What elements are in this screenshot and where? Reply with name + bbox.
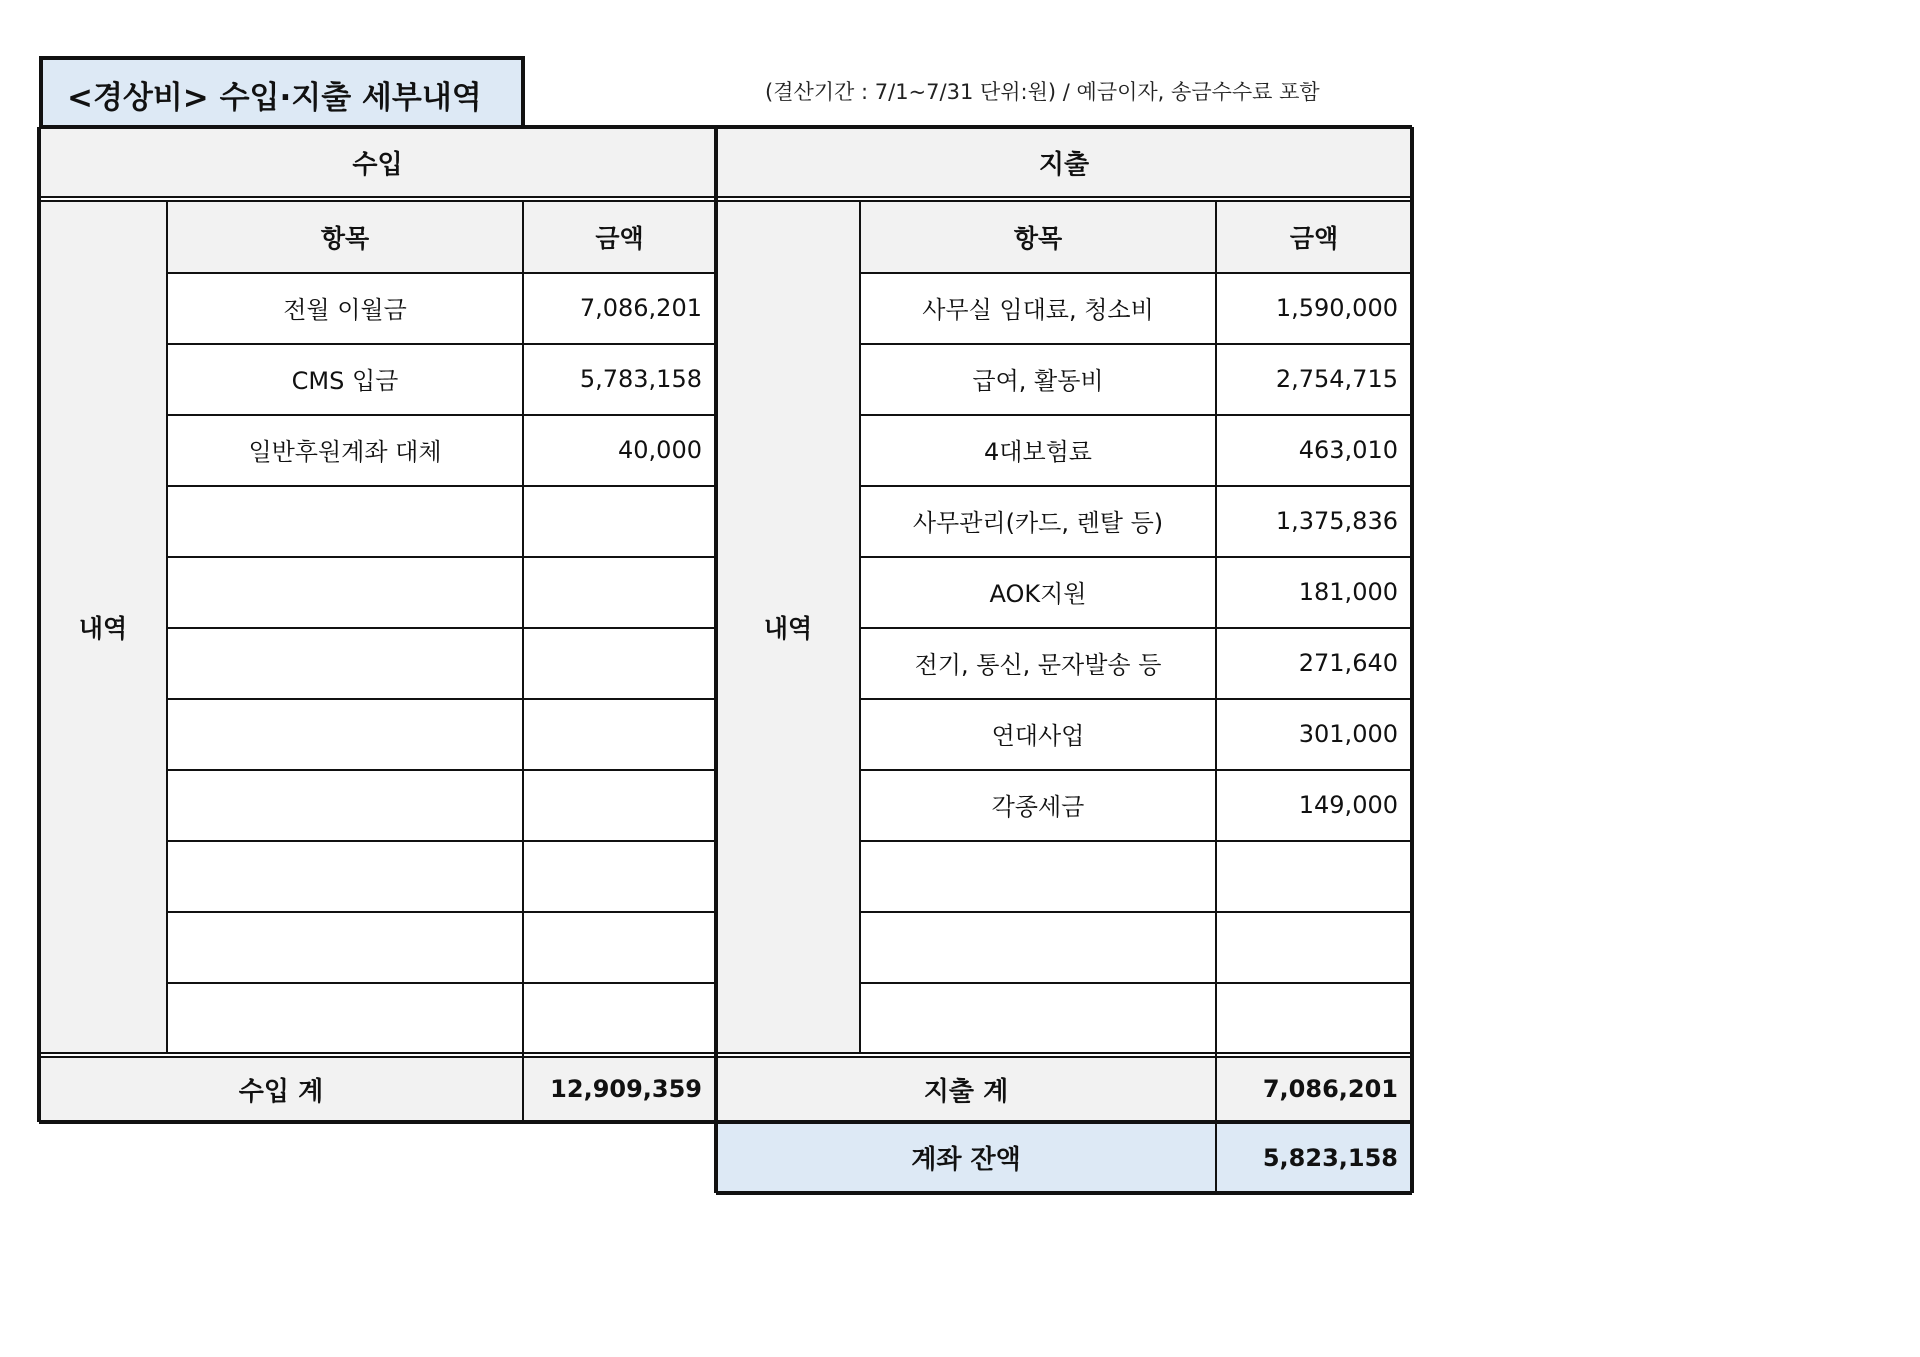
outer-border — [716, 1191, 1412, 1195]
expense-row-item — [860, 982, 1216, 1053]
income-row-item — [167, 485, 523, 556]
expense-header: 지출 — [716, 127, 1412, 197]
income-row-item: 일반후원계좌 대체 — [248, 438, 442, 466]
row-divider — [860, 840, 1412, 842]
expense-row-item — [860, 840, 1216, 911]
expense-row-item: 급여, 활동비 — [972, 367, 1104, 395]
expense-row-amount: 149,000 — [1298, 790, 1398, 819]
income-row-amount: 7,086,201 — [579, 293, 702, 322]
col-divider — [859, 201, 861, 1053]
row-divider — [167, 769, 716, 771]
income-row-item — [167, 556, 523, 627]
col-divider — [1215, 201, 1217, 1193]
expense-row-amount: 271,640 — [1298, 648, 1398, 677]
row-divider — [167, 556, 716, 558]
expense-row-item: 4대보험료 — [983, 438, 1092, 466]
row-divider — [860, 556, 1412, 558]
income-row-item — [167, 840, 523, 911]
row-divider — [860, 769, 1412, 771]
expense-row-amount: 463,010 — [1298, 435, 1398, 464]
expense-row-item: 사무실 임대료, 청소비 — [922, 296, 1154, 324]
income-row-amount — [523, 840, 716, 911]
income-row-item: CMS 입금 — [291, 367, 399, 395]
total-double-line — [39, 1052, 1412, 1054]
income-row-amount — [523, 627, 716, 698]
income-row-amount — [523, 485, 716, 556]
expense-row-amount — [1216, 982, 1412, 1053]
header-double-line — [39, 196, 1412, 198]
row-divider — [860, 627, 1412, 629]
row-divider — [860, 414, 1412, 416]
period-note: (결산기간 : 7/1~7/31 단위:원) / 예금이자, 송금수수료 포함 — [765, 80, 1320, 104]
expense-row-amount: 2,754,715 — [1275, 364, 1398, 393]
expense-total-value: 7,086,201 — [1216, 1056, 1412, 1122]
income-row-item: 전월 이월금 — [283, 296, 407, 324]
income-row-amount — [523, 556, 716, 627]
income-header: 수입 — [39, 127, 716, 197]
income-side-label: 내역 — [39, 201, 167, 1053]
expense-side-label: 내역 — [716, 201, 860, 1053]
row-divider — [860, 485, 1412, 487]
outer-border — [39, 125, 1412, 129]
row-divider — [167, 911, 716, 913]
expense-row-item: 사무관리(카드, 렌탈 등) — [912, 509, 1164, 537]
page-title: <경상비> 수입·지출 세부내역 — [39, 56, 525, 128]
row-divider — [167, 698, 716, 700]
expense-col-amount: 금액 — [1216, 201, 1412, 272]
expense-row-amount: 1,375,836 — [1275, 506, 1398, 535]
outer-border — [37, 127, 41, 1122]
row-divider — [167, 982, 716, 984]
header-double-line — [39, 200, 1412, 202]
row-divider — [860, 272, 1412, 274]
expense-row-amount: 1,590,000 — [1275, 293, 1398, 322]
expense-row-item — [860, 911, 1216, 982]
income-row-item — [167, 982, 523, 1053]
expense-col-item: 항목 — [860, 201, 1216, 272]
income-row-amount — [523, 911, 716, 982]
row-divider — [167, 627, 716, 629]
income-col-amount: 금액 — [523, 201, 716, 272]
row-divider — [167, 414, 716, 416]
income-col-item: 항목 — [167, 201, 523, 272]
balance-border — [716, 1120, 1412, 1124]
expense-row-item: 연대사업 — [991, 722, 1085, 750]
income-row-item — [167, 911, 523, 982]
income-row-amount — [523, 769, 716, 840]
expense-row-amount — [1216, 911, 1412, 982]
expense-row-amount: 181,000 — [1298, 577, 1398, 606]
expense-row-item: AOK지원 — [989, 580, 1087, 608]
col-divider — [522, 201, 524, 1122]
income-row-item — [167, 769, 523, 840]
row-divider — [167, 485, 716, 487]
expense-row-amount — [1216, 840, 1412, 911]
income-row-amount: 40,000 — [618, 435, 702, 464]
row-divider — [860, 911, 1412, 913]
outer-border — [39, 1120, 716, 1124]
balance-value: 5,823,158 — [1216, 1122, 1412, 1193]
expense-total-label: 지출 계 — [716, 1056, 1216, 1122]
balance-label: 계좌 잔액 — [716, 1122, 1216, 1193]
row-divider — [860, 982, 1412, 984]
outer-border — [1410, 127, 1414, 1193]
income-total-label: 수입 계 — [39, 1056, 523, 1122]
expense-row-amount: 301,000 — [1298, 719, 1398, 748]
center-divider — [714, 127, 718, 1193]
total-double-line — [39, 1056, 1412, 1058]
income-row-item — [167, 698, 523, 769]
expense-row-item: 각종세금 — [991, 793, 1085, 821]
income-row-amount: 5,783,158 — [579, 364, 702, 393]
row-divider — [860, 698, 1412, 700]
row-divider — [860, 343, 1412, 345]
col-divider — [166, 201, 168, 1053]
income-row-amount — [523, 982, 716, 1053]
row-divider — [167, 343, 716, 345]
expense-row-item: 전기, 통신, 문자발송 등 — [914, 651, 1162, 679]
income-row-item — [167, 627, 523, 698]
row-divider — [167, 840, 716, 842]
income-row-amount — [523, 698, 716, 769]
row-divider — [167, 272, 716, 274]
income-total-value: 12,909,359 — [523, 1056, 716, 1122]
